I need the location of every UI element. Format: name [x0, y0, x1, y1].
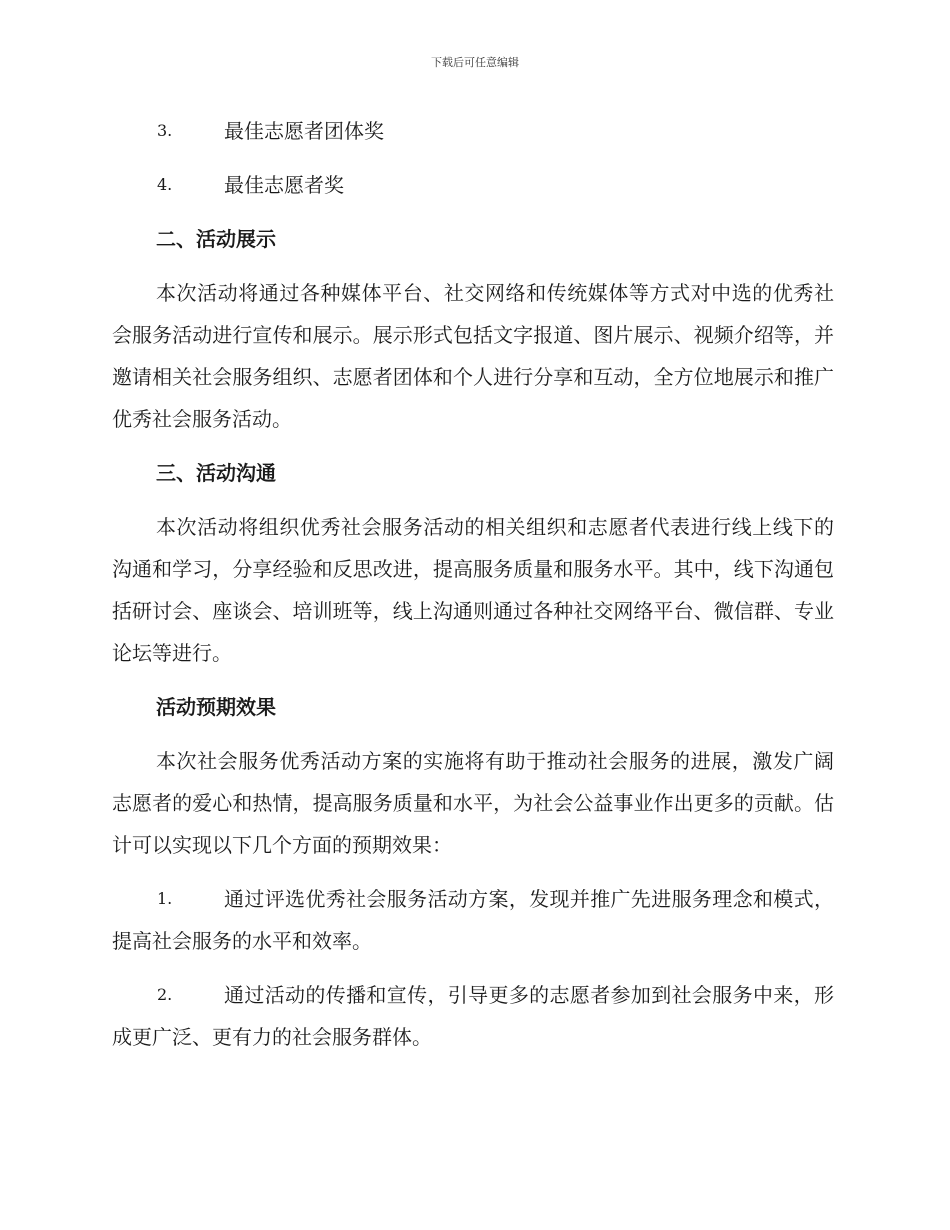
page-header-note: 下载后可任意编辑: [431, 56, 519, 69]
list-number: 1.: [157, 889, 173, 908]
list-item-effect-2: [112, 974, 834, 1058]
list-item-effect-1: [112, 878, 834, 962]
list-item-text: 最佳志愿者奖: [224, 173, 344, 197]
list-number: 4.: [157, 175, 173, 194]
section-heading-communication: 三、活动沟通: [156, 461, 276, 485]
list-number: 3.: [157, 121, 173, 140]
list-item-best-volunteer-group: [112, 110, 834, 152]
section-heading-expected-effect: 活动预期效果: [156, 695, 276, 719]
list-item-best-volunteer: [112, 164, 834, 206]
paragraph-expected-effect: 本次社会服务优秀活动方案的实施将有助于推动社会服务的进展，激发广阔志愿者的爱心和热情，提高服务质量和水平，为社会公益事业作出更多的贡献。估计可以实现以下几个方面的预期效果：: [112, 749, 834, 857]
paragraph-communication: 本次活动将组织优秀社会服务活动的相关组织和志愿者代表进行线上线下的沟通和学习，分享经验和反思改进，提高服务质量和服务水平。其中，线下沟通包括研讨会、座谈会、培训班等，线上沟通则通过各种社交网络平台、微信群、专业论坛等进行。: [112, 515, 834, 665]
list-item-text: 通过评选优秀社会服务活动方案，发现并推广先进服务理念和模式，提高社会服务的水平和效率。: [112, 887, 834, 953]
section-heading-display: 二、活动展示: [156, 227, 276, 251]
list-item-text: 通过活动的传播和宣传，引导更多的志愿者参加到社会服务中来，形成更广泛、更有力的社会服务群体。: [112, 983, 834, 1049]
document-body: [112, 110, 834, 1058]
list-number: 2.: [157, 985, 173, 1004]
paragraph-display: 本次活动将通过各种媒体平台、社交网络和传统媒体等方式对中选的优秀社会服务活动进行宣传和展示。展示形式包括文字报道、图片展示、视频介绍等，并邀请相关社会服务组织、志愿者团体和个人进行分享和互动，全方位地展示和推广优秀社会服务活动。: [112, 281, 834, 431]
list-item-text: 最佳志愿者团体奖: [224, 119, 384, 143]
